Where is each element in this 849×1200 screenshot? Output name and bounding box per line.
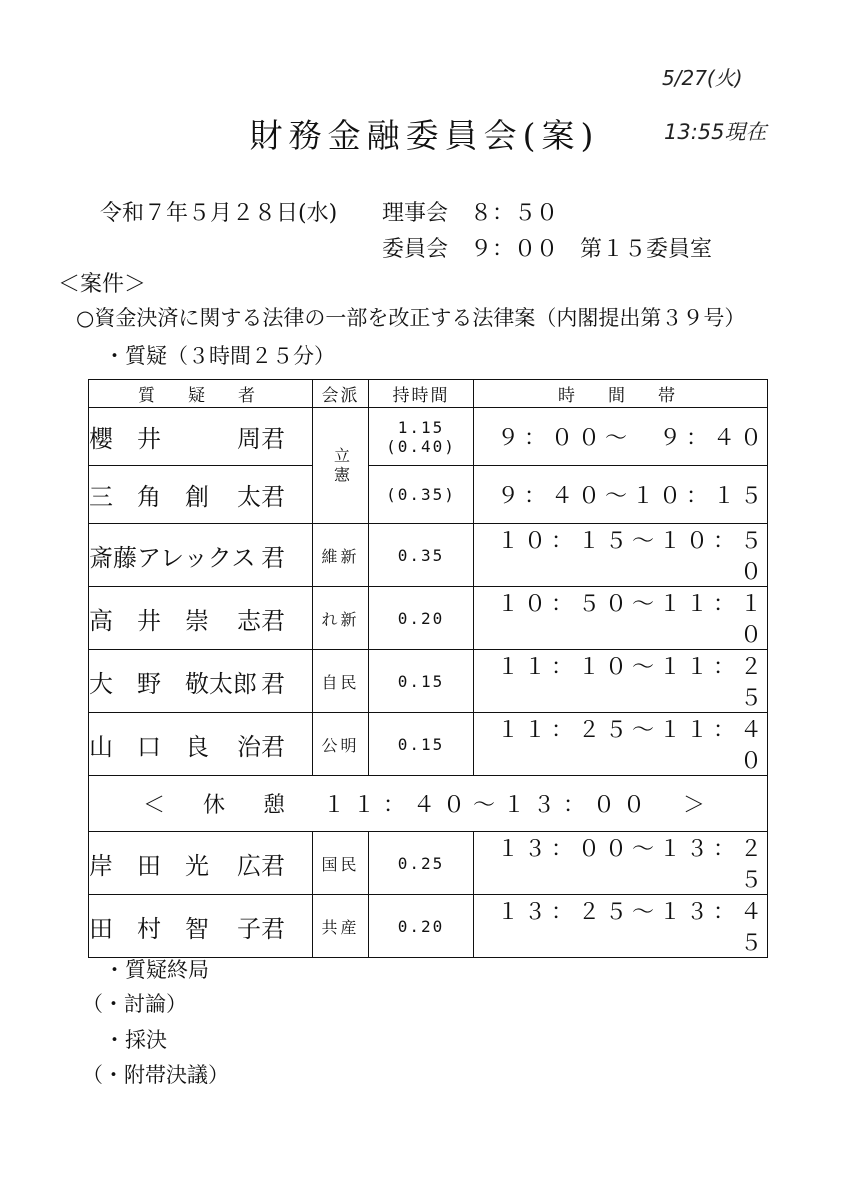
questioning-duration: ・質疑（３時間２５分） bbox=[104, 344, 335, 368]
closing-item-resolution: （・附帯決議） bbox=[82, 1063, 229, 1087]
table-row bbox=[89, 587, 768, 650]
party-cell: 自民 bbox=[313, 650, 369, 713]
questioner-name: 山 口 良 治君 bbox=[89, 713, 313, 776]
hold-time-cell: 0.20 bbox=[369, 895, 474, 958]
questioner-name: 櫻 井 周君 bbox=[89, 408, 313, 466]
time-slot-cell: ９：４０〜１０：１５ bbox=[474, 466, 768, 524]
table-row bbox=[89, 713, 768, 776]
closing-item-questioning-end: ・質疑終局 bbox=[104, 958, 209, 982]
hold-time-cell: 1.15 (0.40) bbox=[369, 408, 474, 466]
questioner-name: 大 野 敬太郎 君 bbox=[89, 650, 313, 713]
meeting-date: 令和７年５月２８日(水) bbox=[100, 201, 338, 226]
header-questioner: 質 疑 者 bbox=[89, 380, 313, 408]
time-slot-cell: １１：１０〜１１：２５ bbox=[474, 650, 768, 713]
table-header-row bbox=[89, 380, 768, 408]
hold-time-cell: 0.20 bbox=[369, 587, 474, 650]
table-row bbox=[89, 895, 768, 958]
hold-time-cell: 0.15 bbox=[369, 713, 474, 776]
hold-time-cell: 0.15 bbox=[369, 650, 474, 713]
rijikai-time: 理事会 ８：５０ bbox=[382, 201, 559, 226]
table-row bbox=[89, 650, 768, 713]
party-cell: 立憲 bbox=[313, 408, 369, 524]
closing-item-vote: ・採決 bbox=[104, 1028, 167, 1052]
table-row bbox=[89, 832, 768, 895]
closing-item-debate: （・討論） bbox=[82, 992, 187, 1016]
party-cell: 国民 bbox=[313, 832, 369, 895]
hold-time-cell: 0.35 bbox=[369, 524, 474, 587]
time-slot-cell: １３：００〜１３：２５ bbox=[474, 832, 768, 895]
questioner-name: 三 角 創 太君 bbox=[89, 466, 313, 524]
party-cell: 維新 bbox=[313, 524, 369, 587]
hold-time-cell: 0.25 bbox=[369, 832, 474, 895]
recess-row bbox=[89, 776, 768, 832]
time-slot-cell: １３：２５〜１３：４５ bbox=[474, 895, 768, 958]
page-title: 財務金融委員会(案) bbox=[249, 116, 600, 155]
time-slot-cell: １０：１５〜１０：５０ bbox=[474, 524, 768, 587]
party-cell: 公明 bbox=[313, 713, 369, 776]
questioner-name: 斎藤アレックス 君 bbox=[89, 524, 313, 587]
questioning-schedule-table bbox=[88, 379, 768, 958]
time-slot-cell: １１：２５〜１１：４０ bbox=[474, 713, 768, 776]
time-slot-cell: ９：００〜 ９：４０ bbox=[474, 408, 768, 466]
iinkai-time-room: 委員会 ９：００ 第１５委員室 bbox=[382, 237, 713, 262]
party-cell: れ新 bbox=[313, 587, 369, 650]
hold-time-cell: (0.35) bbox=[369, 466, 474, 524]
time-slot-cell: １０：５０〜１１：１０ bbox=[474, 587, 768, 650]
header-hold-time: 持時間 bbox=[369, 380, 474, 408]
handwritten-as-of: 13:55現在 bbox=[664, 120, 767, 144]
agenda-heading: ＜案件＞ bbox=[58, 272, 147, 297]
header-time-slot: 時 間 帯 bbox=[474, 380, 768, 408]
table-row bbox=[89, 524, 768, 587]
questioner-name: 岸 田 光 広君 bbox=[89, 832, 313, 895]
bill-title: ○資金決済に関する法律の一部を改正する法律案（内閣提出第３９号） bbox=[76, 306, 746, 330]
table-row bbox=[89, 466, 768, 524]
header-party: 会派 bbox=[313, 380, 369, 408]
table-row bbox=[89, 408, 768, 466]
recess-cell: ＜ 休 憩 １１：４０〜１３：００ ＞ bbox=[89, 776, 768, 832]
questioner-name: 田 村 智 子君 bbox=[89, 895, 313, 958]
questioner-name: 高 井 崇 志君 bbox=[89, 587, 313, 650]
party-cell: 共産 bbox=[313, 895, 369, 958]
handwritten-date: 5/27(火) bbox=[662, 66, 743, 90]
